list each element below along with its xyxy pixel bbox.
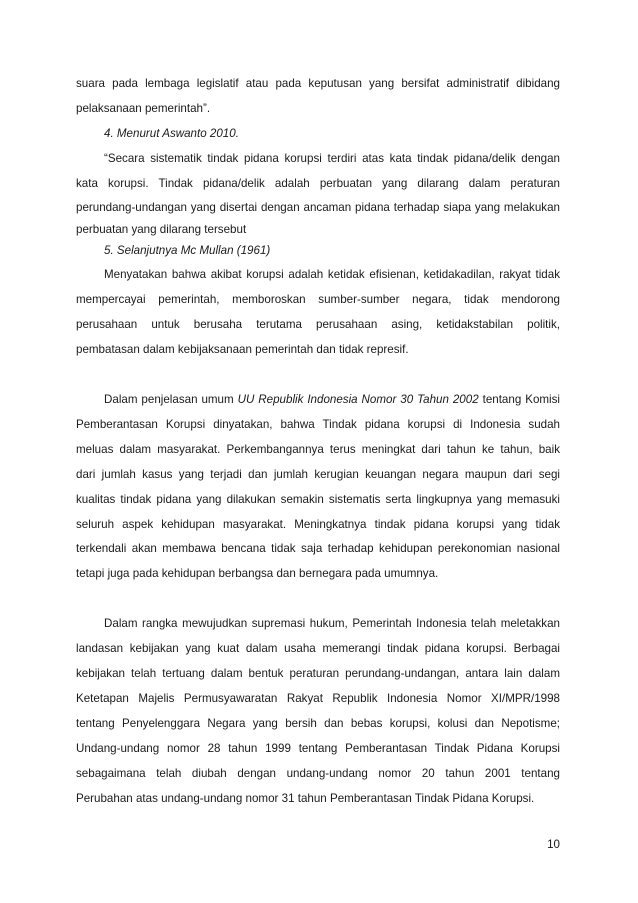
- text-line: Undang-undang nomor 28 tahun 1999 tentang Pemberantasan Tindak Pidana Korupsi: [76, 742, 560, 755]
- text-line: landasan kebijakan yang kuat dalam usaha memerangi tindak pidana korupsi. Berbagai: [76, 642, 560, 655]
- text-line: seluruh aspek kehidupan masyarakat. Meningkatnya tindak pidana korupsi yang tidak: [76, 518, 560, 531]
- text-line: Pemberantasan Korupsi dinyatakan, bahwa Tindak pidana korupsi di Indonesia sudah: [76, 418, 560, 431]
- text-line: kualitas tindak pidana yang dilakukan semakin sistematis serta lingkupnya yang memasuki: [76, 493, 560, 506]
- text-line: Perubahan atas undang-undang nomor 31 tahun Pemberantasan Tindak Pidana Korupsi.: [76, 792, 535, 805]
- list-heading: 5. Selanjutnya Mc Mullan (1961): [104, 244, 271, 257]
- text-line: pembatasan dalam kebijaksanaan pemerintah dan tidak represif.: [76, 343, 409, 356]
- text-line: meluas dalam masyarakat. Perkembangannya terus meningkat dari tahun ke tahun, baik: [76, 443, 560, 456]
- text-line: perundang-undangan yang disertai dengan ancaman pidana terhadap siapa yang melakukan: [76, 201, 560, 214]
- text-line: sebagaimana telah diubah dengan undang-undang nomor 20 tahun 2001 tentang: [76, 767, 560, 780]
- text-line: Ketetapan Majelis Permusyawaratan Rakyat Republik Indonesia Nomor XI/MPR/1998: [76, 692, 560, 705]
- text-span: Dalam penjelasan umum: [104, 393, 238, 406]
- text-line: perbuatan yang dilarang tersebut: [76, 223, 247, 236]
- law-reference: UU Republik Indonesia Nomor 30 Tahun 2002: [237, 393, 479, 406]
- text-line: Menyatakan bahwa akibat korupsi adalah ketidak efisienan, ketidakadilan, rakyat tidak: [104, 268, 560, 281]
- list-heading: 4. Menurut Aswanto 2010.: [104, 127, 239, 140]
- text-line: pelaksanaan pemerintah”.: [76, 102, 211, 115]
- text-line: tetapi juga pada kehidupan berbangsa dan bernegara pada umumnya.: [76, 567, 439, 580]
- text-line: tentang Penyelenggara Negara yang bersih dan bebas korupsi, kolusi dan Nepotisme;: [76, 717, 560, 730]
- text-line: perusahaan untuk berusaha terutama perusahaan asing, ketidakstabilan politik,: [76, 318, 560, 331]
- text-span: tentang Komisi: [478, 393, 560, 406]
- text-line: kata korupsi. Tindak pidana/delik adalah perbuatan yang dilarang dalam peraturan: [76, 177, 560, 190]
- text-line: kebijakan telah tertuang dalam bentuk peraturan perundang-undangan, antara lain dalam: [76, 667, 560, 680]
- text-line: “Secara sistematik tindak pidana korupsi terdiri atas kata tindak pidana/delik dengan: [104, 152, 560, 165]
- text-line: suara pada lembaga legislatif atau pada keputusan yang bersifat administratif dibidang: [76, 77, 560, 90]
- text-line: dari jumlah kasus yang terjadi dan jumlah kerugian keuangan negara maupun dari segi: [76, 468, 560, 481]
- text-line: terkendali akan membawa bencana tidak saja terhadap kehidupan perekonomian nasional: [76, 542, 560, 555]
- paragraph-first-line: [104, 393, 560, 407]
- text-line: Dalam rangka mewujudkan supremasi hukum, Pemerintah Indonesia telah meletakkan: [104, 617, 560, 630]
- text-line: mempercayai pemerintah, memboroskan sumber-sumber negara, tidak mendorong: [76, 293, 560, 306]
- page-number: 10: [547, 838, 560, 851]
